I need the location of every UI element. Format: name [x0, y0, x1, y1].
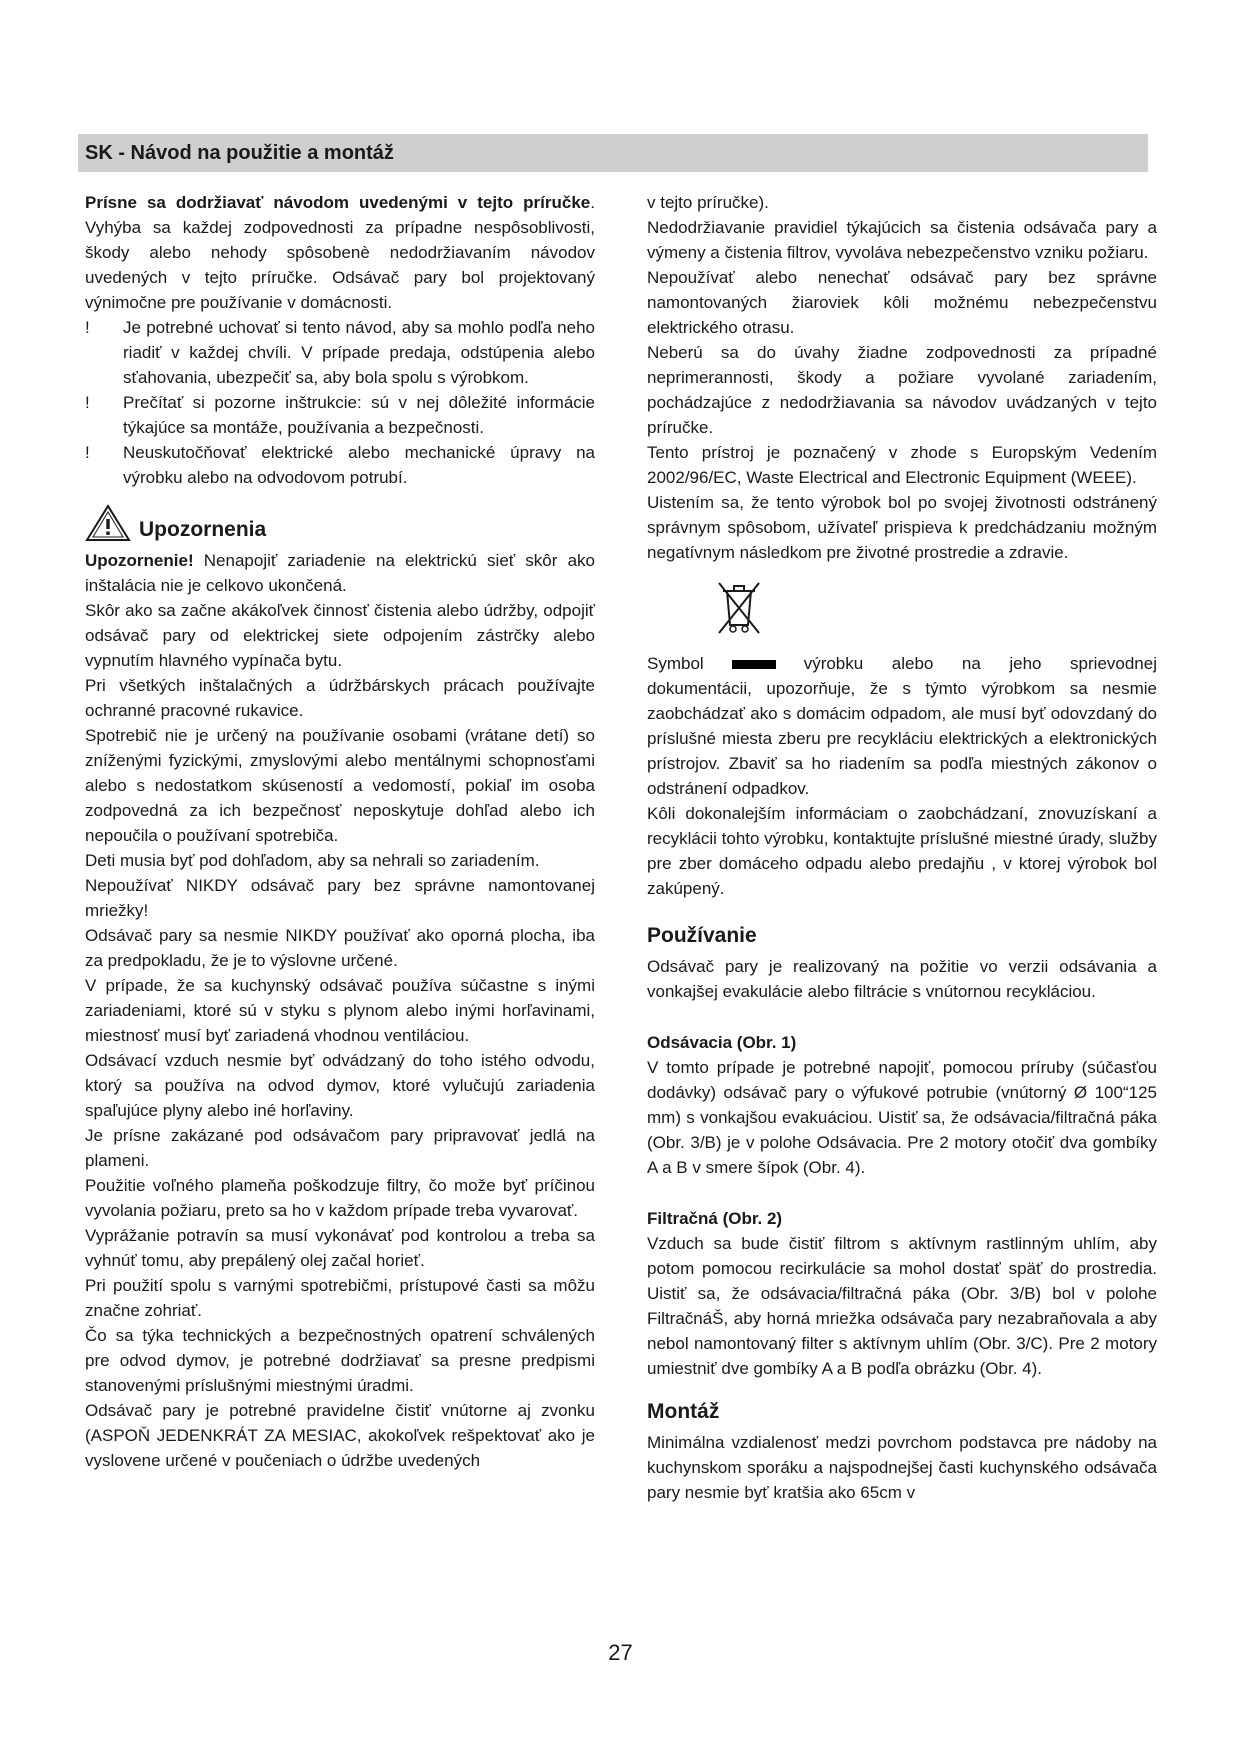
warning-text: Neuskutočňovať elektrické alebo mechanické úpravy na výrobku alebo na odvodovom potrubí. [123, 443, 595, 487]
body-paragraph: Skôr ako sa začne akákoľvek činnosť čistenia alebo údržby, odpojiť odsávač pary od elektrickej siete odpojením zástrčky alebo vypnutím hlavného vypínača bytu. [85, 601, 595, 670]
body-paragraph: Pri všetkých inštalačných a údržbárskych prácach používajte ochranné pracovné rukavice. [85, 676, 595, 720]
warning-item [85, 390, 595, 440]
upozornenia-heading [85, 504, 595, 542]
exclamation-mark: ! [85, 318, 90, 337]
crossed-bin-icon [709, 577, 769, 637]
body-paragraph: v tejto príručke). [647, 193, 769, 212]
black-bar-symbol [732, 660, 776, 669]
body-paragraph: Odsávač pary je potrebné pravidelne čistiť vnútorne aj zvonku (ASPOŇ JEDENKRÁT ZA MESIAC, akokoľvek rešpektovať ako je vyslovene určené v poučeniach o údržbe uvedených [85, 1401, 595, 1470]
symbol-word: Symbol [647, 654, 704, 673]
symbol-rest: výrobku alebo na jeho sprievodnej dokumentácii, upozorňuje, že s týmto výrobkom sa nesmie zaobchádzať ako s domácim odpadom, ale musí byť odovzdaný do príslušné miesta zberu pre recykláciu elektrických a elektronických prístrojov. Zbaviť sa ho riadením sa podľa miestných zákonov o odstránení odpadkov. [647, 654, 1157, 798]
page-number: 27 [608, 1640, 633, 1665]
body-paragraph: V tomto prípade je potrebné napojiť, pomocou príruby (súčasťou dodávky) odsávač pary o výfukové potrubie (vnútorný Ø 100“125 mm) s vonkajšou evakuáciou. Uistiť sa, že odsávacia/filtračná páka (Obr. 3/B) je v polohe Odsávacia. Pre 2 motory otočiť dva gombíky A a B v smere šípok (Obr. 4). [647, 1058, 1157, 1177]
odsavacia-heading: Odsávacia (Obr. 1) [647, 1033, 797, 1052]
body-paragraph: Použitie voľného plameňa poškodzuje filtry, čo može byť príčinou vyvolania požiaru, preto sa ho v každom prípade treba vyvarovať. [85, 1176, 595, 1220]
body-paragraph: Čo sa týka technických a bezpečnostných opatrení schválených pre odvod dymov, je potrebné dodržiavať sa presne predpismi stanovenými príslušnými miestnými úradmi. [85, 1326, 595, 1395]
exclamation-mark: ! [85, 393, 90, 412]
right-column [647, 190, 1157, 1505]
upozornenie-bold: Upozornenie! [85, 551, 194, 570]
body-paragraph: Nepoužívať alebo nenechať odsávač pary bez správne namontovaných žiaroviek kôli možnému nebezpečenstvu elektrického otrasu. [647, 268, 1157, 337]
body-paragraph: Vzduch sa bude čistiť filtrom s aktívnym rastlinným uhlím, aby potom pomocou recirkulácie sa mohol dostať späť do prostredia. Uistiť sa, že odsávacia/filtračná páka (Obr. 3/B) bol v polohe FiltračnáŠ, aby horná mriežka odsávača pary nezabraňovala a aby nebol namontovaný filter s aktívnym uhlím (Obr. 3/C). Pre 2 motory umiestniť dve gombíky A a B podľa obrázku (Obr. 4). [647, 1234, 1157, 1378]
intro-rest: . Vyhýba sa každej zodpovednosti za prípadne nespôsoblivosti, škody alebo nehody spôsobenè nedodržiavaním návodov uvedených v tejto príručke. Odsávač pary bol projektovaný výnimočne pre používanie v domácnosti. [85, 193, 595, 312]
warning-item [85, 440, 595, 490]
body-paragraph: Nedodržiavanie pravidiel týkajúcich sa čistenia odsávača pary a výmeny a čistenia filtrov, vyvoláva nebezpečenstvo vzniku požiaru. [647, 218, 1157, 262]
left-column [85, 190, 595, 1473]
body-paragraph: Uistením sa, že tento výrobok bol po svojej životnosti odstránený správnym spôsobom, užívateľ prispieva k predchádzaniu možným negatívnym následkom pre životné prostredie a zdravie. [647, 493, 1157, 562]
body-paragraph: Minimálna vzdialenosť medzi povrchom podstavca pre nádoby na kuchynskom sporáku a najspodnejšej časti kuchynského odsávača pary nesmie byť kratšia ako 65cm v [647, 1433, 1157, 1502]
upozornenie-paragraph [85, 548, 595, 598]
warning-triangle-icon [85, 504, 131, 542]
body-paragraph: Spotrebič nie je určený na používanie osobami (vrátane detí) so zníženými fyzickými, zmyslovými alebo mentálnymi schopnosťami alebo s nedostatkom skúseností a vedomostí, pokiaľ im osoba zodpovedná za ich bezpečnosť neposkytuje dohľad alebo ich nepoučila o používaní spotrebiča. [85, 726, 595, 845]
exclamation-mark: ! [85, 443, 90, 462]
body-paragraph: Odsávač pary sa nesmie NIKDY používať ako oporná plocha, iba za predpokladu, že je to výslovne určené. [85, 926, 595, 970]
intro-bold: Prísne sa dodržiavať návodom uvedenými v tejto príručke [85, 193, 591, 212]
warning-text: Prečítať si pozorne inštrukcie: sú v nej dôležité informácie týkajúce sa montáže, používania a bezpečnosti. [123, 393, 595, 437]
body-paragraph: Neberú sa do úvahy žiadne zodpovednosti za prípadné neprimerannosti, škody a požiare vyvolané zariadením, pochádzajúce z nedodržiavania sa návodov uvádzaných v tejto príručke. [647, 343, 1157, 437]
body-paragraph: Odsávací vzduch nesmie byť odvádzaný do toho istého odvodu, ktorý sa používa na odvod dymov, ktoré vylučujú zariadenia spaľujúce plyny alebo iné horľaviny. [85, 1051, 595, 1120]
section-title-bar [78, 134, 1148, 172]
symbol-paragraph [647, 651, 1157, 801]
body-paragraph: Odsávač pary je realizovaný na požitie vo verzii odsávania a vonkajšej evakulácie alebo filtrácie s vnútornou recykláciou. [647, 957, 1157, 1001]
body-paragraph: Pri použití spolu s varnými spotrebičmi, prístupové časti sa môžu značne zohriať. [85, 1276, 595, 1320]
body-paragraph: Kôli dokonalejším informáciam o zaobchádzaní, znovuzískaní a recyklácii tohto výrobku, kontaktujte príslušné miestné úrady, služby pre zber domáceho odpadu alebo predajňu , v ktorej výrobok bol zakúpený. [647, 804, 1157, 898]
filtracna-heading: Filtračná (Obr. 2) [647, 1209, 783, 1228]
upozornenia-heading-text: Upozornenia [139, 518, 267, 541]
pouzivanie-heading: Používanie [647, 924, 757, 947]
intro-paragraph [85, 190, 595, 315]
body-paragraph: Deti musia byť pod dohľadom, aby sa nehrali so zariadením. [85, 851, 540, 870]
warning-text: Je potrebné uchovať si tento návod, aby sa mohlo podľa neho riadiť v každej chvíli. V prípade predaja, odstúpenia alebo sťahovania, ubezpečiť sa, aby bola spolu s výrobkom. [123, 318, 595, 387]
body-paragraph: Tento prístroj je poznačený v zhode s Europským Vedením 2002/96/EC, Waste Electrical and Electronic Equipment (WEEE). [647, 443, 1157, 487]
section-title: SK - Návod na použitie a montáž [85, 142, 394, 164]
body-paragraph: Nepoužívať NIKDY odsávač pary bez správne namontovanej mriežky! [85, 876, 595, 920]
body-paragraph: Vyprážanie potravín sa musí vykonávať pod kontrolou a treba sa vyhnúť tomu, aby prepálený olej začal horieť. [85, 1226, 595, 1270]
warning-item [85, 315, 595, 390]
montaz-heading: Montáž [647, 1400, 720, 1423]
upozornenie-rest: Nenapojiť zariadenie na elektrickú sieť skôr ako inštalácia nie je celkovo ukončená. [85, 551, 595, 595]
body-paragraph: Je prísne zakázané pod odsávačom pary pripravovať jedlá na plameni. [85, 1126, 595, 1170]
body-paragraph: V prípade, že sa kuchynský odsávač používa súčastne s inými zariadeniami, ktoré sú v styku s plynom alebo inými horľavinami, miestnosť musí byť zariadená vhodnou ventiláciou. [85, 976, 595, 1045]
